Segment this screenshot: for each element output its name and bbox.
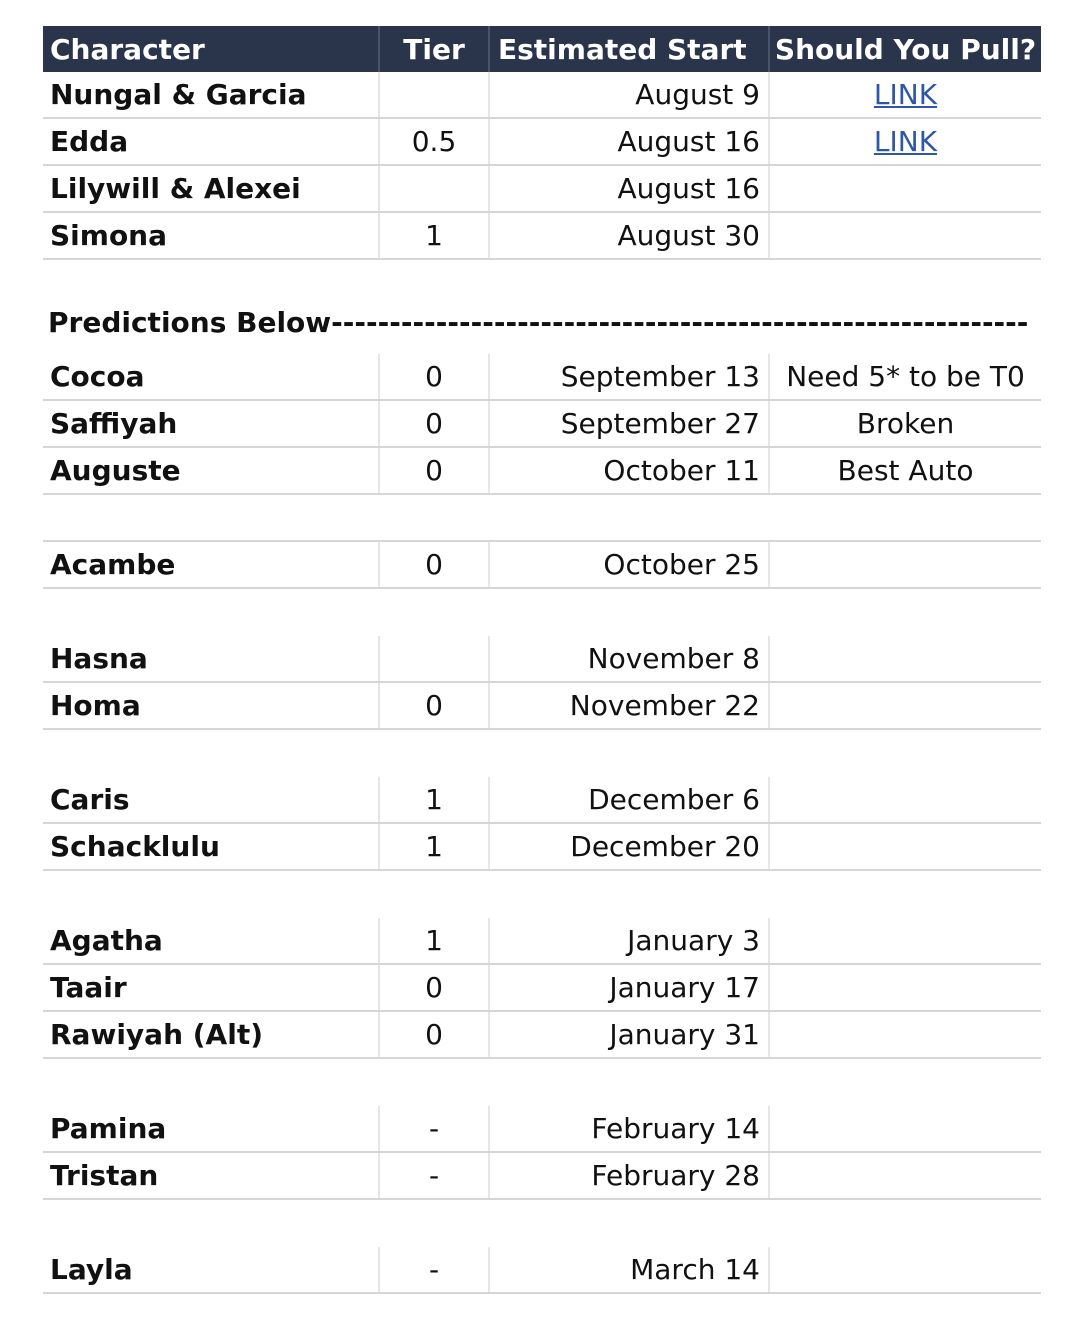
table-row	[43, 683, 1041, 730]
start-date: September 27	[490, 401, 770, 446]
pull-note	[770, 824, 1041, 869]
character-name: Agatha	[43, 918, 380, 963]
start-date: January 31	[490, 1012, 770, 1057]
pull-note	[770, 965, 1041, 1010]
pull-note	[770, 918, 1041, 963]
character-name: Schacklulu	[43, 824, 380, 869]
table-header	[43, 26, 1041, 72]
table-row	[43, 777, 1041, 824]
start-date: August 16	[490, 166, 770, 211]
table-row	[43, 918, 1041, 965]
tier-value: -	[380, 1247, 490, 1292]
character-name: Taair	[43, 965, 380, 1010]
pull-note: Need 5* to be T0	[786, 360, 1025, 393]
tier-value: -	[380, 1153, 490, 1198]
character-name: Rawiyah (Alt)	[43, 1012, 380, 1057]
start-date: November 22	[490, 683, 770, 728]
header-should-you-pull: Should You Pull?	[774, 32, 1037, 66]
start-date: August 9	[490, 72, 770, 117]
start-date: December 6	[490, 777, 770, 822]
start-date: January 17	[490, 965, 770, 1010]
pull-note	[770, 166, 1041, 211]
predictions-below-label: Predictions Below------------------------------------------------------------	[48, 306, 1029, 339]
pull-note	[770, 213, 1041, 258]
character-name: Edda	[43, 119, 380, 164]
pull-note: Broken	[856, 407, 955, 440]
header-estimated-start: Estimated Start	[490, 26, 770, 72]
pull-link[interactable]: LINK	[873, 78, 938, 111]
table-row	[43, 448, 1041, 495]
table-row	[43, 636, 1041, 683]
table-row	[43, 965, 1041, 1012]
spacer-row	[43, 871, 1041, 918]
tier-value: 0	[380, 401, 490, 446]
pull-note	[770, 542, 1041, 587]
tier-value: 1	[380, 213, 490, 258]
spacer-row	[43, 1200, 1041, 1247]
character-name: Caris	[43, 777, 380, 822]
character-name: Tristan	[43, 1153, 380, 1198]
pull-note	[770, 683, 1041, 728]
table-row	[43, 1012, 1041, 1059]
start-date: February 14	[490, 1106, 770, 1151]
pull-cell	[770, 119, 1041, 164]
character-name: Lilywill & Alexei	[43, 166, 380, 211]
start-date: December 20	[490, 824, 770, 869]
tier-value: 0	[380, 1012, 490, 1057]
table-row	[43, 824, 1041, 871]
tier-value: 0.5	[380, 119, 490, 164]
table-row	[43, 401, 1041, 448]
character-name: Homa	[43, 683, 380, 728]
table-row	[43, 72, 1041, 119]
header-tier: Tier	[380, 26, 490, 72]
start-date: February 28	[490, 1153, 770, 1198]
spacer-row	[43, 495, 1041, 542]
start-date: August 30	[490, 213, 770, 258]
schedule-table	[43, 26, 1041, 1294]
pull-note	[770, 636, 1041, 681]
start-date: October 11	[490, 448, 770, 493]
character-name: Acambe	[43, 542, 380, 587]
pull-note	[770, 1106, 1041, 1151]
tier-value	[380, 72, 490, 117]
table-row	[43, 1153, 1041, 1200]
character-name: Layla	[43, 1247, 380, 1292]
tier-value	[380, 166, 490, 211]
start-date: November 8	[490, 636, 770, 681]
table-row	[43, 166, 1041, 213]
character-name: Pamina	[43, 1106, 380, 1151]
tier-value: 0	[380, 683, 490, 728]
spacer-row	[43, 260, 1041, 307]
tier-value: 1	[380, 824, 490, 869]
header-character: Character	[43, 26, 380, 72]
start-date: August 16	[490, 119, 770, 164]
start-date: March 14	[490, 1247, 770, 1292]
spacer-row	[43, 589, 1041, 636]
tier-value: 0	[380, 542, 490, 587]
table-row	[43, 1247, 1041, 1294]
spacer-row	[43, 1059, 1041, 1106]
pull-note: Best Auto	[837, 454, 974, 487]
table-row	[43, 213, 1041, 260]
character-name: Nungal & Garcia	[43, 72, 380, 117]
pull-note	[770, 777, 1041, 822]
table-row	[43, 542, 1041, 589]
table-row	[43, 1106, 1041, 1153]
pull-link[interactable]: LINK	[873, 125, 938, 158]
start-date: October 25	[490, 542, 770, 587]
tier-value: 0	[380, 965, 490, 1010]
table-row	[43, 354, 1041, 401]
spacer-row	[43, 730, 1041, 777]
character-name: Auguste	[43, 448, 380, 493]
tier-value: 1	[380, 777, 490, 822]
pull-note	[770, 1247, 1041, 1292]
character-name: Cocoa	[43, 354, 380, 399]
pull-cell	[770, 72, 1041, 117]
character-name: Hasna	[43, 636, 380, 681]
table-row	[43, 119, 1041, 166]
tier-value: 0	[380, 448, 490, 493]
tier-value: 1	[380, 918, 490, 963]
pull-note	[770, 1012, 1041, 1057]
tier-value: -	[380, 1106, 490, 1151]
start-date: January 3	[490, 918, 770, 963]
character-name: Simona	[43, 213, 380, 258]
tier-value: 0	[380, 354, 490, 399]
tier-value	[380, 636, 490, 681]
start-date: September 13	[490, 354, 770, 399]
pull-note	[770, 1153, 1041, 1198]
character-name: Saffiyah	[43, 401, 380, 446]
